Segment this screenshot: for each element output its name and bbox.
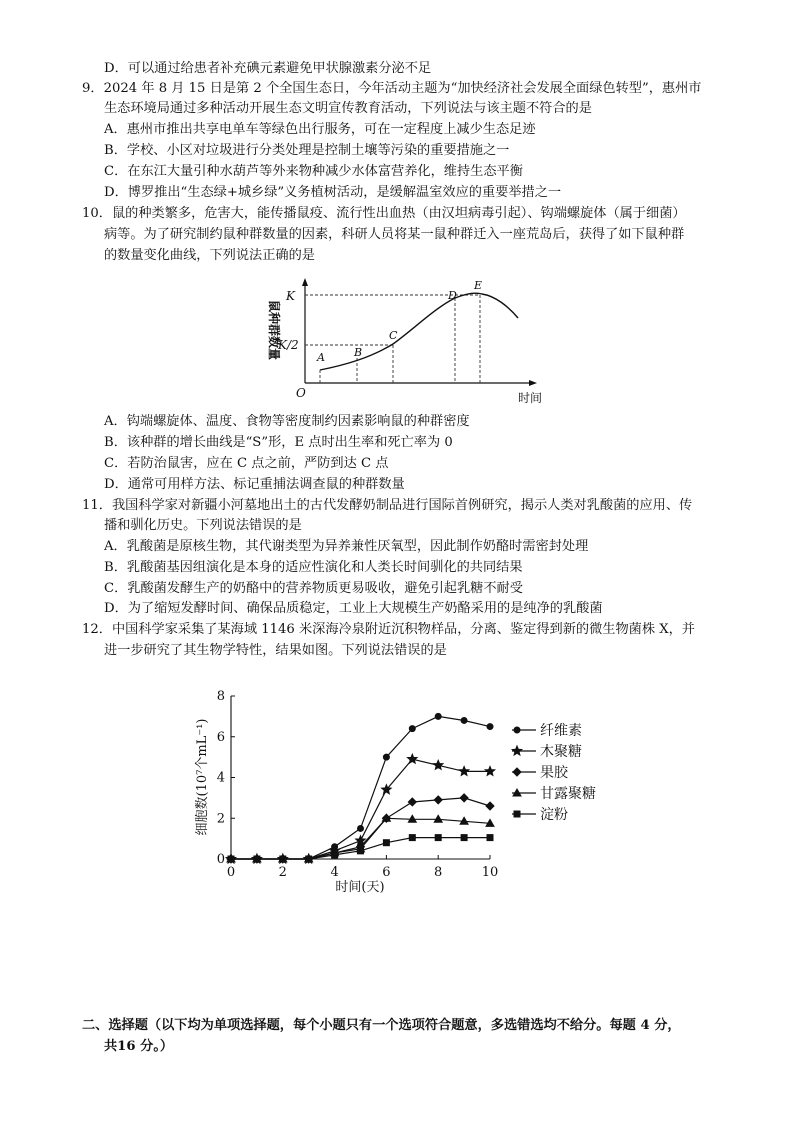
q9-option-c: C．在东江大量引种水葫芦等外来物种减少水体富营养化，维持生态平衡 xyxy=(104,164,523,179)
legend-marker xyxy=(514,727,520,733)
q10-stem-line-2: 病等。为了研究制约鼠种群数量的因素，科研人员将某一鼠种群迁入一座荒岛后，获得了如下鼠种群 xyxy=(104,227,685,242)
q9-stem-line-2: 生态环境局通过多种活动开展生态文明宣传教育活动，下列说法与该主题不符合的是 xyxy=(104,101,592,116)
population-growth-graph xyxy=(250,270,550,410)
q9-stem-line-1: 9．2024 年 8 月 15 日是第 2 个全国生态日，今年活动主题为“加快经济社会发展全面绿色转型”，惠州市 xyxy=(82,81,702,96)
series-3-point xyxy=(486,802,494,810)
series-3-point xyxy=(408,798,416,806)
x-tick-label: 10 xyxy=(481,865,499,880)
cell-count-chart xyxy=(180,682,620,902)
series-5-point xyxy=(228,856,234,862)
series-2-point xyxy=(433,760,443,769)
graph-k2-label: K/2 xyxy=(278,338,299,352)
chart-ylabel: 细胞数(10⁷个mL⁻¹) xyxy=(195,718,210,836)
q10-stem-line-1: 10．鼠的种类繁多，危害大，能传播鼠疫、流行性出血热（由汉坦病毒引起）、钩端螺旋体（属于细菌） xyxy=(82,206,686,221)
series-1-point xyxy=(487,724,493,730)
series-1-point xyxy=(461,717,467,723)
series-5-point xyxy=(409,835,415,841)
q11-stem-line-1: 11．我国科学家对新疆小河墓地出土的古代发酵奶制品进行国际首例研究，揭示人类对乳酸菌的应用、传 xyxy=(82,498,693,513)
series-5-point xyxy=(332,852,338,858)
q11-option-a: A．乳酸菌是原核生物，其代谢类型为异养兼性厌氧型，因此制作奶酪时需密封处理 xyxy=(104,539,589,554)
q11-option-d: D．为了缩短发酵时间、确保品质稳定，工业上大规模生产奶酪采用的是纯净的乳酸菌 xyxy=(104,601,603,616)
legend-label: 果胶 xyxy=(540,765,568,781)
x-tick-label: 6 xyxy=(382,865,391,880)
graph-point-c: C xyxy=(389,329,398,342)
series-5-point xyxy=(254,856,260,862)
series-1-point xyxy=(383,754,389,760)
series-1-point xyxy=(435,713,441,719)
legend-label: 木聚糖 xyxy=(540,744,582,760)
legend-marker xyxy=(512,746,522,755)
q12-stem-line-1: 12．中国科学家采集了某海域 1146 米深海冷泉附近沉积物样品，分离、鉴定得到新的微生物菌株 X，并 xyxy=(82,622,695,637)
series-5-point xyxy=(358,848,364,854)
q11-option-b: B．乳酸菌基因组演化是本身的适应性演化和人类长时间驯化的共同结果 xyxy=(104,560,523,575)
series-1-point xyxy=(358,825,364,831)
q8-option-d: D．可以通过给患者补充碘元素避免甲状腺激素分泌不足 xyxy=(104,61,432,76)
series-1-point xyxy=(409,726,415,732)
q9-option-d: D．博罗推出“生态绿+城乡绿”义务植树活动，是缓解温室效应的重要举措之一 xyxy=(104,185,562,200)
y-tick-label: 2 xyxy=(216,811,225,827)
section2-heading-line-1: 二、选择题（以下均为单项选择题，每个小题只有一个选项符合题意，多选错选均不给分。每题 4 分， xyxy=(82,1018,681,1033)
y-tick-label: 0 xyxy=(216,852,225,867)
legend-label: 纤维素 xyxy=(540,723,582,739)
series-5-point xyxy=(461,835,467,841)
q10-option-b: B．该种群的增长曲线是“S”形，E 点时出生率和死亡率为 0 xyxy=(104,435,453,450)
series-3-point xyxy=(434,796,442,804)
chart-xlabel: 时间(天) xyxy=(335,880,385,895)
y-tick-label: 4 xyxy=(216,770,225,786)
series-5-point xyxy=(280,856,286,862)
x-tick-label: 4 xyxy=(330,865,339,880)
x-tick-label: 2 xyxy=(278,865,287,880)
graph-point-e: E xyxy=(474,279,483,292)
graph-k-label: K xyxy=(286,289,295,303)
graph-xlabel: 时间 xyxy=(518,391,543,405)
series-5-point xyxy=(487,835,493,841)
q11-stem-line-2: 播和驯化历史。下列说法错误的是 xyxy=(104,518,302,533)
series-2-point xyxy=(485,766,495,775)
q9-option-b: B．学校、小区对垃圾进行分类处理是控制土壤等污染的重要措施之一 xyxy=(104,143,510,158)
section2-heading-line-2: 共16 分。） xyxy=(104,1039,174,1054)
q12-stem-line-2: 进一步研究了其生物学特性，结果如图。下列说法错误的是 xyxy=(104,643,447,658)
graph-point-d: D xyxy=(448,289,457,302)
series-3-point xyxy=(460,794,468,802)
y-tick-label: 8 xyxy=(216,689,225,704)
graph-point-a: A xyxy=(317,351,325,364)
q10-option-c: C．若防治鼠害，应在 C 点之前，严防到达 C 点 xyxy=(104,456,389,471)
q10-option-a: A．钩端螺旋体、温度、食物等密度制约因素影响鼠的种群密度 xyxy=(104,414,470,429)
series-5-point xyxy=(306,856,312,862)
series-2-point xyxy=(459,766,469,775)
graph-origin-label: O xyxy=(296,386,306,400)
x-tick-label: 8 xyxy=(434,865,443,880)
y-tick-label: 6 xyxy=(216,729,225,745)
series-5-point xyxy=(383,840,389,846)
series-2-point xyxy=(408,754,418,763)
legend-marker xyxy=(513,768,521,776)
graph-ylabel: 鼠种群数量 xyxy=(267,300,281,361)
graph-point-b: B xyxy=(354,346,363,359)
q9-option-a: A．惠州市推出共享电单车等绿色出行服务，可在一定程度上减少生态足迹 xyxy=(104,122,536,137)
q11-option-c: C．乳酸菌发酵生产的奶酪中的营养物质更易吸收，避免引起乳糖不耐受 xyxy=(104,581,523,596)
legend-label: 淀粉 xyxy=(540,807,568,823)
legend-label: 甘露聚糖 xyxy=(540,786,596,802)
q10-stem-line-3: 的数量变化曲线，下列说法正确的是 xyxy=(104,248,315,263)
x-tick-label: 0 xyxy=(226,865,236,880)
legend-marker xyxy=(514,811,520,817)
q10-option-d: D．通常可用样方法、标记重捕法调查鼠的种群数量 xyxy=(104,477,405,492)
series-5-point xyxy=(435,835,441,841)
